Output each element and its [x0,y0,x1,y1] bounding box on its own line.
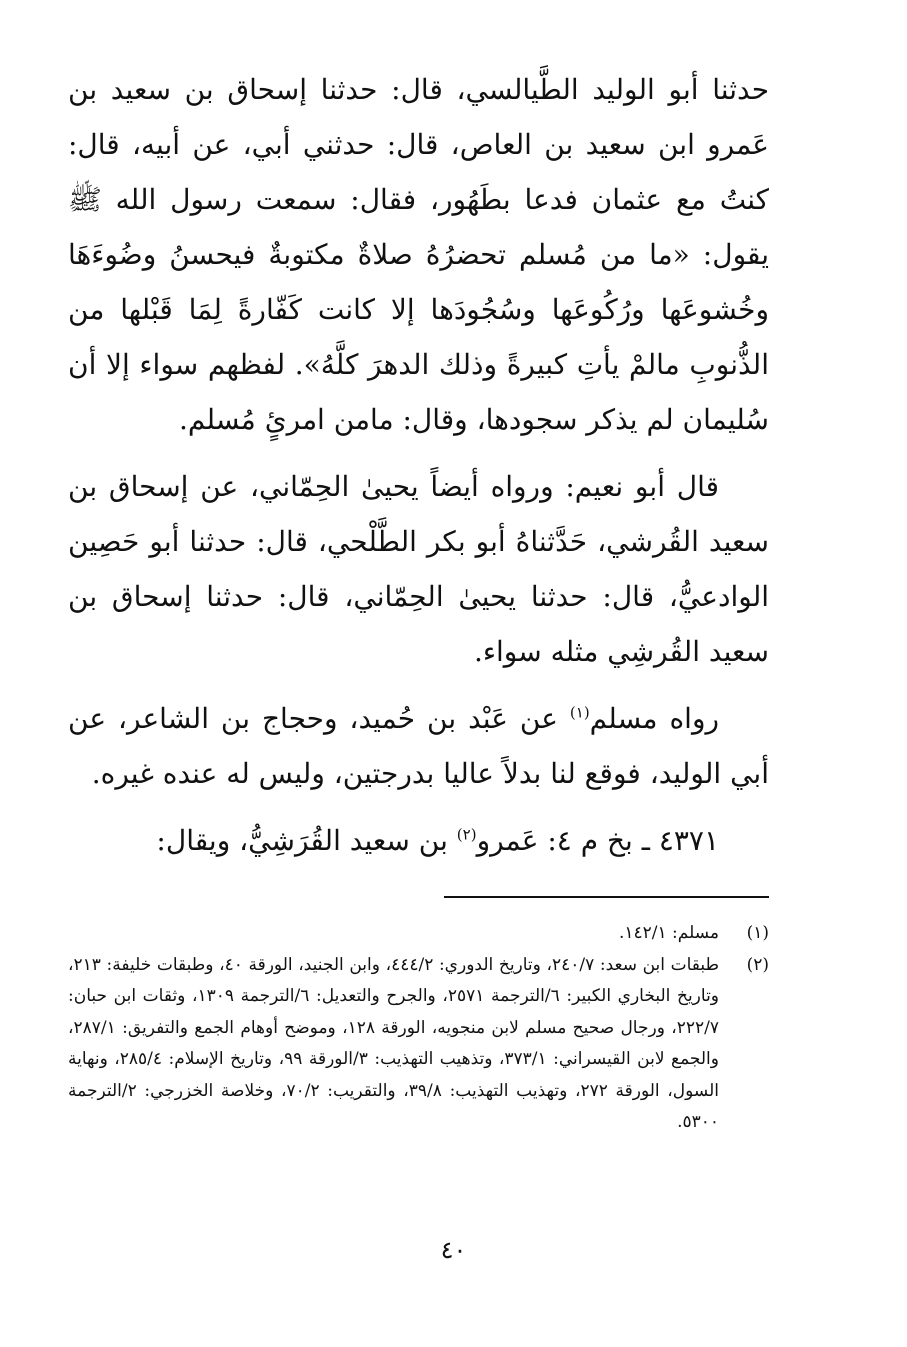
footnote-item [68,918,769,950]
footnote-text: طبقات ابن سعد: ٢٤٠/٧، وتاريخ الدوري: ٤٤٤/٢، وابن الجنيد، الورقة ٤٠، وطبقات خليفة: ٢١٣، وتاريخ البخاري الكبير: ٦/الترجمة ٢٥٧١، والجرح والتعديل: ٦/الترجمة ١٣٠٩، وثقات ابن حبان: ٢٢٢/٧، ورجال صحيح مسلم لابن منجويه، الورقة ١٢٨، وموضح أوهام الجمع والتفريق: ٢٨٧/١، والجمع لابن القيسراني: ٣٧٣/١، وتذهيب التهذيب: ٣/الورقة ٩٩، وتاريخ الإسلام: ٢٨٥/٤، ونهاية السول، الورقة ٢٧٢، وتهذيب التهذيب: ٣٩/٨، والتقريب: ٧٠/٢، وخلاصة الخزرجي: ٢/الترجمة ٥٣٠٠. [68,954,720,1132]
source-text-start: رواه مسلم [589,702,719,735]
footnote-ref-2[interactable]: (٢) [456,825,477,844]
footnote-item [68,950,769,1139]
hadith-paragraph: حدثنا أبو الوليد الطَّيالسي، قال: حدثنا إسحاق بن سعيد بن عَمرو ابن سعيد بن العاص، قال: حدثني أبي، عن أبيه، قال: كنتُ مع عثمان فدعا بطَهُور، فقال: سمعت رسول الله ﷺ يقول: «ما من مُسلم تحضرُهُ صلاةٌ مكتوبةٌ فيحسنُ وضُوءَهَا وخُشوعَها ورُكُوعَها وسُجُودَها إلا كانت كَفّارةً لِمَا قَبْلها من الذُّنوبِ مالمْ يأتِ كبيرةً وذلك الدهرَ كلَّهُ». لفظهم سواء إلا أن سُليمان لم يذكر سجودها، وقال: مامن امرئٍ مُسلم. [68,73,769,436]
narration-paragraph: قال أبو نعيم: ورواه أيضاً يحيىٰ الحِمّاني، عن إسحاق بن سعيد القُرشي، حَدَّثناهُ أبو بكر الطَّلْحي، قال: حدثنا أبو حَصِين الوادعيُّ، قال: حدثنا يحيىٰ الحِمّاني، قال: حدثنا إسحاق بن سعيد القُرشِي مثله سواء. [68,470,769,668]
footnotes [68,918,769,1139]
footnote-divider [444,896,769,898]
main-text [68,62,769,880]
footnote-ref-1[interactable]: (١) [569,703,590,722]
biography-entry [68,813,769,868]
footnote-text: مسلم: ١٤٢/١. [618,923,719,943]
source-text-end: عن عَبْد بن حُميد، وحجاج بن الشاعر، عن أبي الوليد، فوقع لنا بدلاً عاليا بدرجتين، وليس له عنده غيره. [68,702,769,790]
footnote-number: (٢) [746,954,769,975]
source-paragraph [68,691,769,801]
entry-text: بن سعيد القُرَشِيُّ، ويقال: [156,824,457,857]
footnote-number: (١) [746,923,769,943]
page-number: ٤٠ [440,1236,467,1264]
entry-heading: ٤٣٧١ ـ بخ م ٤: عَمرو [476,824,719,857]
